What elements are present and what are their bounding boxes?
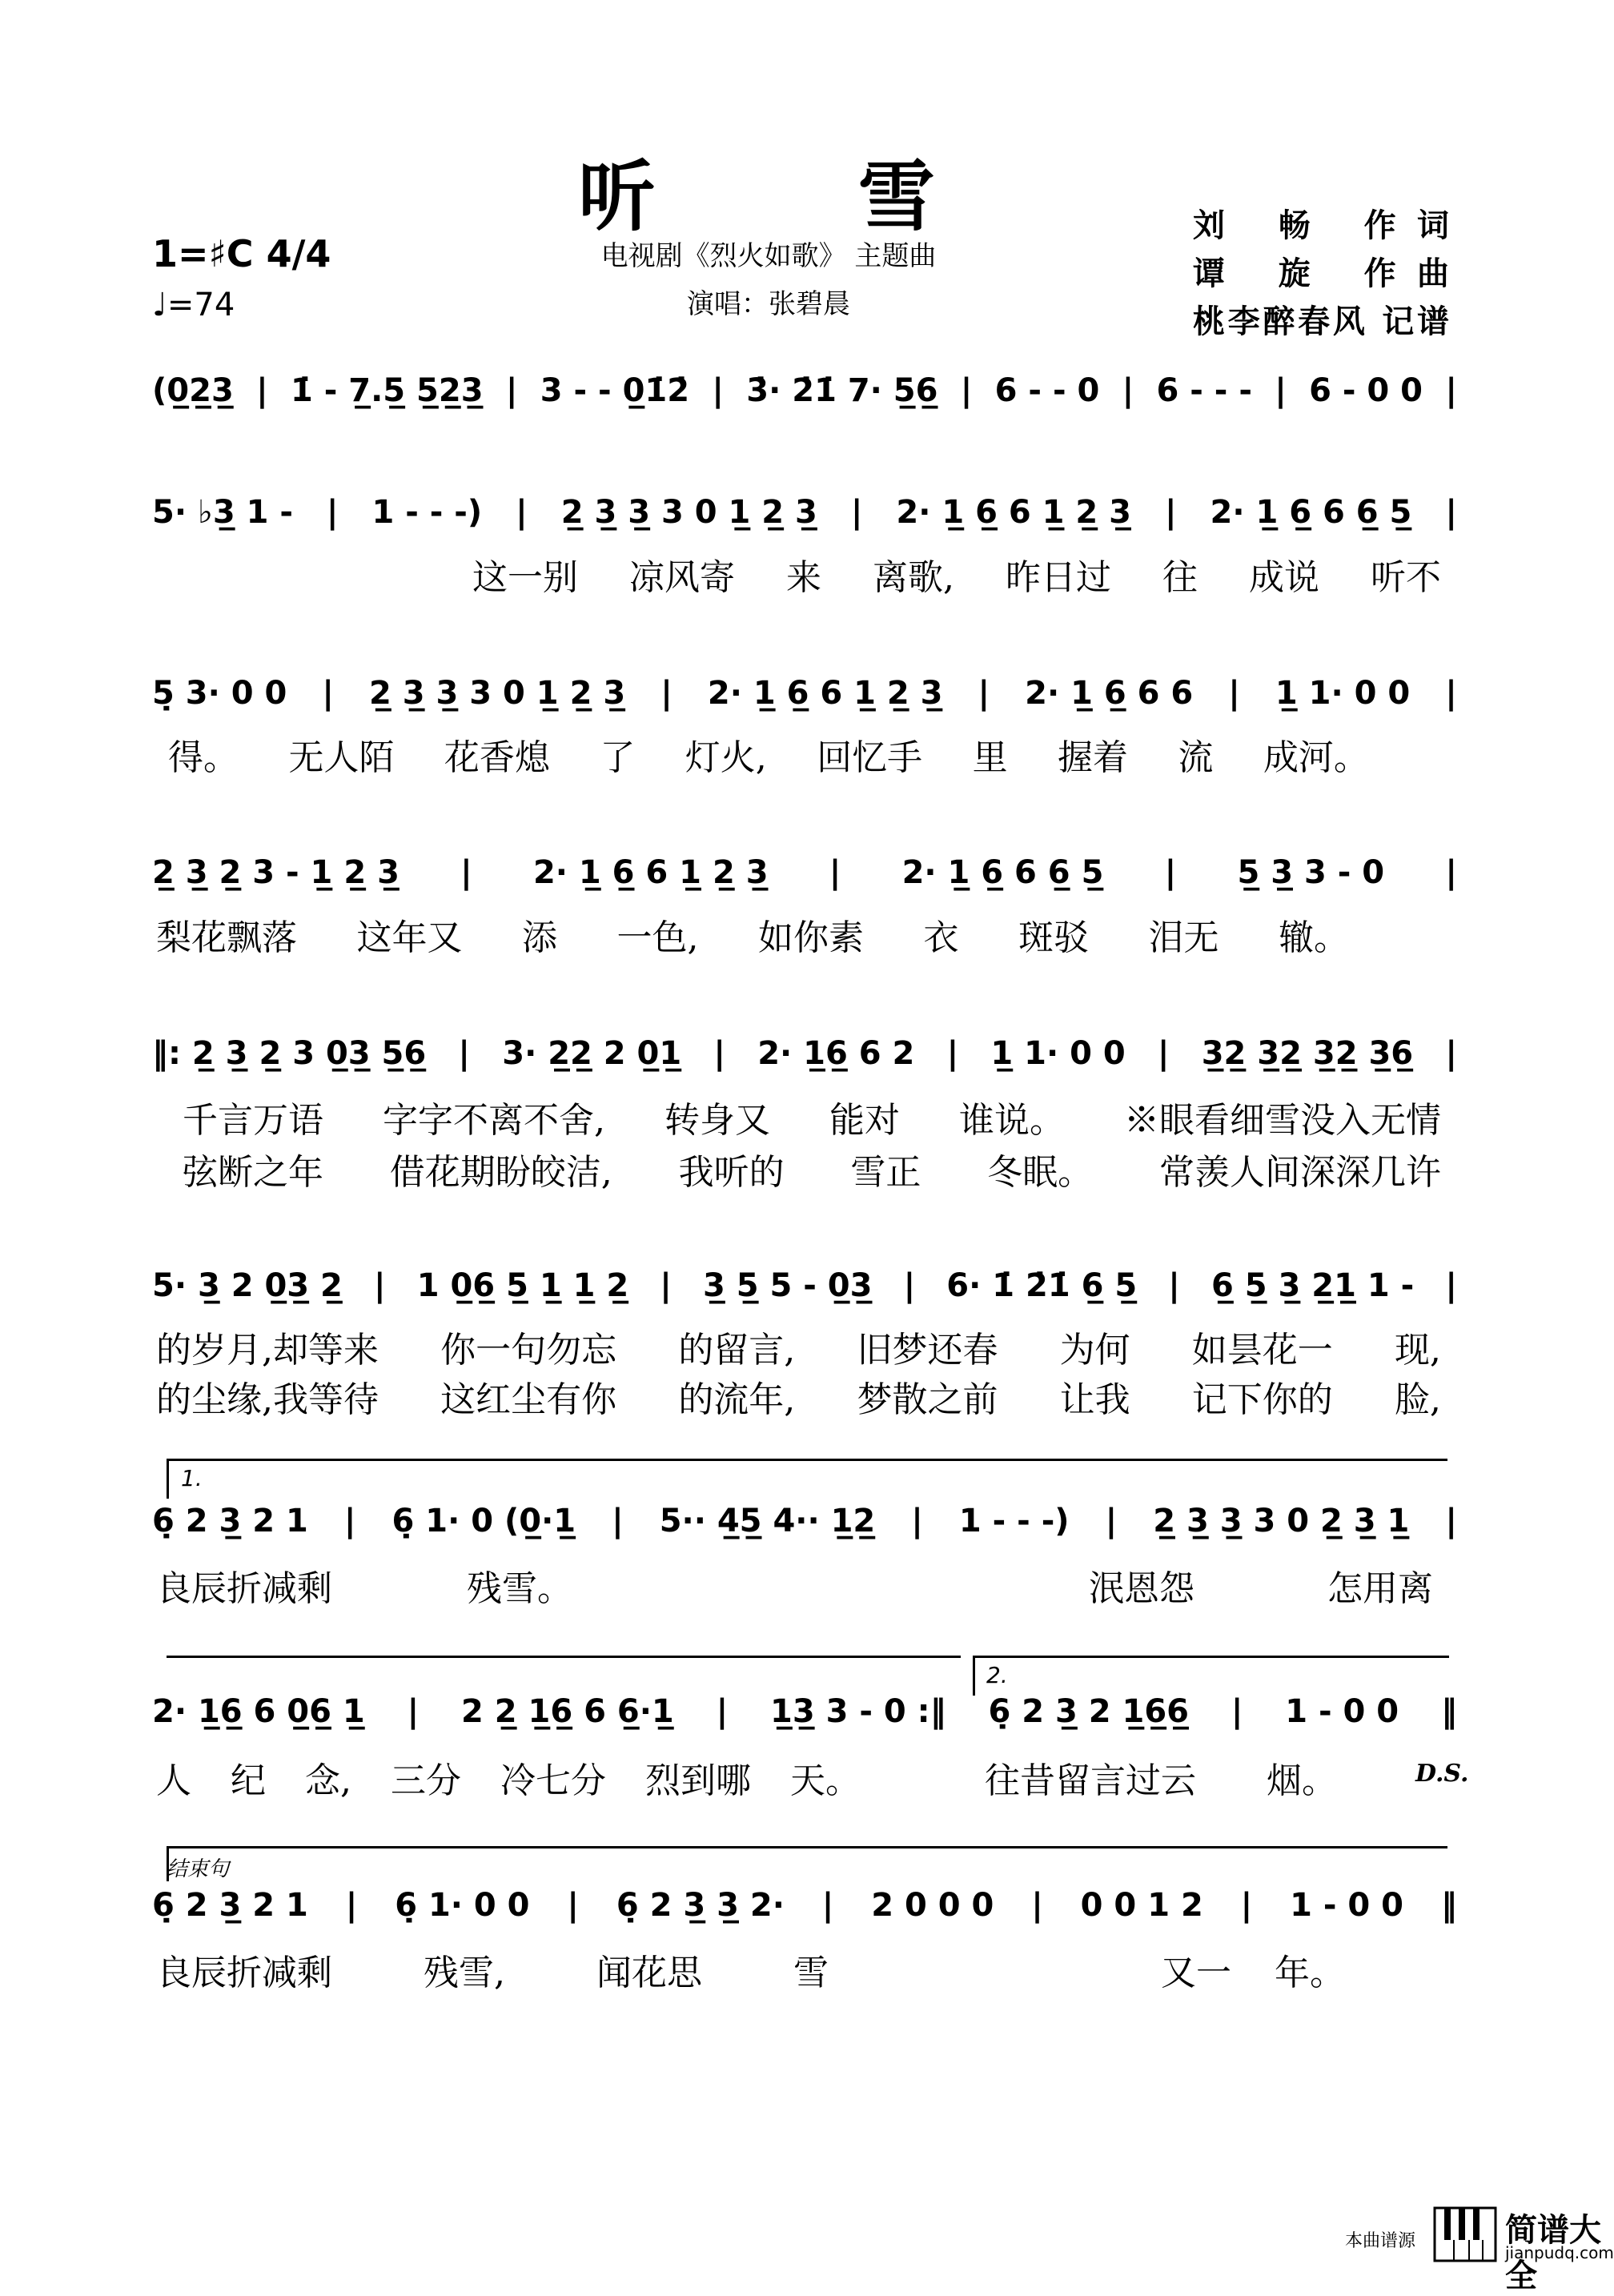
lyric-word: 字字不离不舍, [383, 1100, 605, 1141]
note-group: 1̲3̲ 3 - 0 :‖ [770, 1693, 946, 1730]
note-group: 6̣ 2 3̲ 2 1 [152, 1887, 308, 1924]
lyric-word: 常羡人间深深几许 [1158, 1152, 1441, 1193]
notation-line [152, 1031, 1457, 1076]
lyric-word: 如昙花一 [1191, 1330, 1333, 1371]
ending-label: 结束句 [167, 1857, 230, 1881]
barline: | [1445, 494, 1457, 531]
note-group: 1 - 0 0 [1285, 1693, 1399, 1730]
note-group: 5· ♭3̲ 1 - [152, 494, 293, 531]
barline: | [374, 1267, 386, 1304]
lyric-word: 闻花思 [596, 1953, 702, 1993]
barline: | [1445, 854, 1457, 891]
note-group: 5̲ 3̲ 3 - 0 [1237, 854, 1385, 891]
barline: | [911, 1503, 923, 1539]
lyric-word: 我听的 [678, 1152, 785, 1193]
barline: | [1231, 1693, 1243, 1730]
note-group: 2· 1̲ 6̲ 6 6̲ 5̲ [1210, 494, 1412, 531]
barline: | [1122, 372, 1134, 409]
lyric-word: 弦断之年 [183, 1152, 323, 1193]
lyric-word: 流 [1178, 737, 1214, 778]
lyric-word: 你一句勿忘 [440, 1330, 617, 1371]
lyric-line [1089, 1559, 1433, 1609]
note-group: 6̲ 5̲ 3̲ 2̲1̲ 1 - [1211, 1267, 1415, 1304]
lyric-word: 梦散之前 [857, 1379, 998, 1420]
lyric-word: 梨花飘落 [156, 917, 297, 958]
lyric-word: 灯火, [685, 737, 767, 778]
barline: | [829, 854, 841, 891]
note-group: 1̲ 1· 0 0 [990, 1035, 1126, 1072]
volta-bracket [167, 1459, 1447, 1461]
barline: | [960, 372, 973, 409]
barline: | [946, 1035, 959, 1072]
subtitle: 电视剧《烈火如歌》 主题曲 [600, 240, 937, 272]
lyric-word: 凉风寄 [629, 557, 735, 598]
lyric-word: 冬眠。 [987, 1152, 1094, 1193]
lyric-line [168, 729, 1369, 778]
lyric-word: 的留言, [678, 1330, 796, 1371]
lyric-line [183, 1143, 1441, 1193]
composer-credit: 谭 旋 作曲 [1193, 255, 1449, 292]
notation-line [152, 368, 1457, 413]
lyric-word: 昨日过 [1006, 557, 1111, 598]
barline: | [716, 1693, 729, 1730]
barline: | [1275, 372, 1287, 409]
barline: | [850, 494, 863, 531]
lyric-word: 又一 [1161, 1953, 1231, 1993]
lyric-line [156, 1752, 861, 1801]
lyric-line [1161, 1944, 1345, 1993]
lyric-word: 来 [786, 557, 821, 598]
singer: 演唱：张碧晨 [687, 288, 850, 320]
barline: | [612, 1503, 624, 1539]
barline: | [1445, 1267, 1457, 1304]
lyric-word: 怎用离 [1327, 1568, 1433, 1609]
lyric-word: 良辰折减剩 [156, 1568, 332, 1609]
note-group: 2· 1̲ 6̲ 6 1̲ 2̲ 3̲ [532, 854, 769, 891]
lyric-word: 的尘缘,我等待 [156, 1379, 379, 1420]
lyric-word: 三分 [391, 1760, 461, 1801]
lyric-word: 往昔留言过云 [985, 1760, 1196, 1801]
lyric-word: 添 [522, 917, 557, 958]
barline: | [1445, 372, 1457, 409]
note-group: 6̣ 1· 0 (0̲·1̲ [391, 1503, 576, 1539]
lyric-word: 残雪, [424, 1953, 505, 1993]
barline: | [567, 1887, 579, 1924]
volta-bracket-second [973, 1656, 1449, 1658]
lyric-word: ※眼看细雪没入无情 [1124, 1100, 1441, 1141]
note-group: 3̲ 5̲ 5 - 0̲3̲ [703, 1267, 873, 1304]
notation-line [152, 850, 1457, 895]
notation-line [152, 1499, 1457, 1543]
barline: | [1445, 1035, 1457, 1072]
barline: | [345, 1887, 358, 1924]
note-group: 6̣ 2 3̲ 2 1 [152, 1503, 308, 1539]
lyric-word: 烟。 [1267, 1760, 1337, 1801]
barline: | [256, 372, 268, 409]
lyric-word: 泪无 [1148, 917, 1219, 958]
lyric-word: 脸, [1394, 1379, 1441, 1420]
site-url[interactable]: jianpudq.com [1505, 2243, 1614, 2262]
page-title: 听 雪 [578, 151, 1023, 242]
lyric-word: 往 [1162, 557, 1198, 598]
note-group: 1̲ 1· 0 0 [1275, 675, 1411, 712]
note-group: 3̲2̲ 3̲2̲ 3̲2̲ 3̲6̲ [1201, 1035, 1414, 1072]
note-group: (0̲2̲3̲ [152, 372, 234, 409]
note-group: 1 - - -) [958, 1503, 1070, 1539]
dal-segno-marking: D.S. [1415, 1760, 1469, 1788]
lyric-word: 为何 [1059, 1330, 1130, 1371]
lyric-line [156, 1371, 1441, 1420]
note-group: 2 2̲ 1̲6̲ 6 6̲·1̲ [461, 1693, 674, 1730]
barline: | [1240, 1887, 1253, 1924]
notation-line [152, 671, 1457, 716]
note-group: 1 0̲6̲ 5̲ 1̲ 1̲ 2̲ [416, 1267, 629, 1304]
lyric-word: 了 [600, 737, 636, 778]
barline: | [978, 675, 990, 712]
lyric-word: 一色, [616, 917, 699, 958]
barline: | [326, 494, 339, 531]
barline: | [1445, 675, 1457, 712]
lyric-word: 雪正 [850, 1152, 921, 1193]
note-group: 6̣ 2 3̲ 2 1̲6̲6̲ [988, 1693, 1189, 1730]
lyric-word: 的流年, [678, 1379, 796, 1420]
notation-line [152, 1689, 1457, 1734]
lyric-word: 的岁月,却等来 [156, 1330, 379, 1371]
note-group: 2· 1̲ 6̲ 6 6 [1025, 675, 1194, 712]
barline: | [460, 854, 472, 891]
note-group: 6· 1̇ 2̇1̇ 6̲ 5̲ [946, 1267, 1138, 1304]
lyric-word: 纪 [231, 1760, 266, 1801]
note-group: 2 0 0 0 [871, 1887, 994, 1924]
note-group: 5̣ 3· 0 0 [152, 675, 287, 712]
note-group: 6̣ 2 3̲ 3̲ 2· [616, 1887, 785, 1924]
piano-logo-icon [1433, 2206, 1497, 2262]
site-logo-text: 简谱大全 [1505, 2212, 1601, 2294]
lyric-word: 这一别 [472, 557, 578, 598]
ending-bracket [167, 1846, 1447, 1848]
lyric-word: 里 [972, 737, 1008, 778]
lyric-word: 得。 [168, 737, 239, 778]
lyric-line [183, 1091, 1441, 1141]
transcriber-credit: 桃李醉春风 记谱 [1193, 303, 1449, 340]
barline: | [1105, 1503, 1118, 1539]
volta-label: 2. [986, 1662, 1008, 1688]
note-group: 6 - - 0 [994, 372, 1100, 409]
note-group: 3 - - 0̲1̇2̇ [540, 372, 690, 409]
barline: | [343, 1503, 356, 1539]
lyric-line [985, 1752, 1337, 1801]
barline: | [322, 675, 334, 712]
barline: | [1164, 854, 1177, 891]
key-signature: 1=♯C 4/4 [152, 232, 331, 275]
note-group: 2· 1̲ 6̲ 6 1̲ 2̲ 3̲ [707, 675, 943, 712]
note-group: 2̲ 3̲ 2̲ 3 - 1̲ 2̲ 3̲ [152, 854, 399, 891]
volta-bracket-tick [167, 1459, 169, 1499]
note-group: 5· 3̲ 2 0̲3̲ 2̲ [152, 1267, 343, 1304]
lyric-word: 旧梦还春 [857, 1330, 998, 1371]
lyric-word: 成河。 [1263, 737, 1369, 778]
lyric-word: 握着 [1058, 737, 1129, 778]
lyric-word: 离歌, [873, 557, 954, 598]
barline: | [516, 494, 528, 531]
lyric-word: 借花期盼皎洁, [389, 1152, 612, 1193]
note-group: 6 - - - [1156, 372, 1252, 409]
note-group: 2· 1̲ 6̲ 6 1̲ 2̲ 3̲ [896, 494, 1131, 531]
barline: | [660, 1267, 672, 1304]
note-group: 2̲ 3̲ 3̲ 3 0 1̲ 2̲ 3̲ [369, 675, 626, 712]
lyric-word: 这红尘有你 [440, 1379, 617, 1420]
lyric-word: 辙。 [1279, 917, 1349, 958]
lyric-word: 天。 [790, 1760, 861, 1801]
notation-line [152, 1883, 1457, 1928]
lyric-word: 斑驳 [1018, 917, 1089, 958]
note-group: 6̣ 1· 0 0 [395, 1887, 530, 1924]
barline: | [1445, 1503, 1457, 1539]
note-group: 2̲ 3̲ 3̲ 3 0 2̲ 3̲ 1̲ [1153, 1503, 1410, 1539]
barline: | [1228, 675, 1240, 712]
lyric-line [156, 1944, 829, 1993]
note-group: 2· 1̲ 6̲ 6 6̲ 5̲ [901, 854, 1104, 891]
lyric-word: 衣 [923, 917, 959, 958]
note-group: 1 - - -) [371, 494, 483, 531]
lyric-word: 谁说。 [959, 1100, 1065, 1141]
notation-line [152, 490, 1457, 535]
lyric-line [156, 909, 1349, 958]
lyric-word: 念, [305, 1760, 351, 1801]
lyric-word: 千言万语 [183, 1100, 323, 1141]
lyric-line [472, 548, 1441, 598]
note-group: 2· 1̲6̲ 6 2 [757, 1035, 915, 1072]
barline: | [458, 1035, 471, 1072]
barline: | [660, 675, 672, 712]
note-group: 3̇· 2̇1̇ 7· 5̲6̲ [746, 372, 938, 409]
lyric-line [156, 1559, 572, 1609]
lyric-word: 现, [1394, 1330, 1441, 1371]
lyricist-credit: 刘 畅 作词 [1193, 207, 1449, 244]
barline: | [505, 372, 518, 409]
barline: | [712, 372, 724, 409]
lyric-word: 让我 [1059, 1379, 1130, 1420]
barline: ‖ [1440, 1887, 1457, 1924]
tempo-marking: ♩=74 [152, 287, 235, 323]
barline: | [713, 1035, 726, 1072]
lyric-word: 人 [156, 1760, 191, 1801]
lyric-word: 雪 [793, 1953, 829, 1993]
footer-note: 本曲谱源 [1345, 2231, 1416, 2251]
lyric-word: 能对 [829, 1100, 900, 1141]
lyric-word: 无人陌 [288, 737, 395, 778]
lyric-word: 回忆手 [817, 737, 923, 778]
note-group: 6 - 0 0 [1309, 372, 1423, 409]
volta-bracket [167, 1656, 961, 1658]
lyric-word: 花香熄 [444, 737, 550, 778]
lyric-word: 如你素 [758, 917, 864, 958]
lyric-word: 烈到哪 [645, 1760, 751, 1801]
note-group: 2̲ 3̲ 3̲ 3 0 1̲ 2̲ 3̲ [560, 494, 817, 531]
notation-line [152, 1263, 1457, 1308]
barline: ‖ [1440, 1693, 1457, 1730]
note-group: ‖: 2̲ 3̲ 2̲ 3 0̲3̲ 5̲6̲ [152, 1035, 427, 1072]
barline: | [1164, 494, 1177, 531]
barline: | [1168, 1267, 1180, 1304]
barline: | [821, 1887, 834, 1924]
lyric-word: 年。 [1275, 1953, 1345, 1993]
note-group: 1 - 0 0 [1290, 1887, 1403, 1924]
lyric-word: 冷七分 [500, 1760, 606, 1801]
barline: | [1031, 1887, 1043, 1924]
lyric-word: 这年又 [356, 917, 463, 958]
note-group: 0 0 1 2 [1080, 1887, 1203, 1924]
lyric-word: 转身又 [664, 1100, 770, 1141]
barline: | [407, 1693, 420, 1730]
lyric-word: 泯恩怨 [1089, 1568, 1194, 1609]
lyric-word: 良辰折减剩 [156, 1953, 332, 1993]
barline: | [1157, 1035, 1170, 1072]
note-group: 5·· 4̲5̲ 4·· 1̲2̲ [659, 1503, 876, 1539]
note-group: 3· 2̲2̲ 2 0̲1̲ [502, 1035, 682, 1072]
barline: | [903, 1267, 916, 1304]
note-group: 2· 1̲6̲ 6 0̲6̲ 1̲ [152, 1693, 365, 1730]
lyric-word: 听不 [1371, 557, 1441, 598]
lyric-word: 记下你的 [1191, 1379, 1333, 1420]
lyric-line [156, 1321, 1441, 1371]
lyric-word: 成说 [1249, 557, 1319, 598]
note-group: 1̇ - 7̲.5̲ 5̲2̲3̲ [290, 372, 484, 409]
volta-label: 1. [181, 1465, 203, 1491]
lyric-word: 残雪。 [467, 1568, 572, 1609]
